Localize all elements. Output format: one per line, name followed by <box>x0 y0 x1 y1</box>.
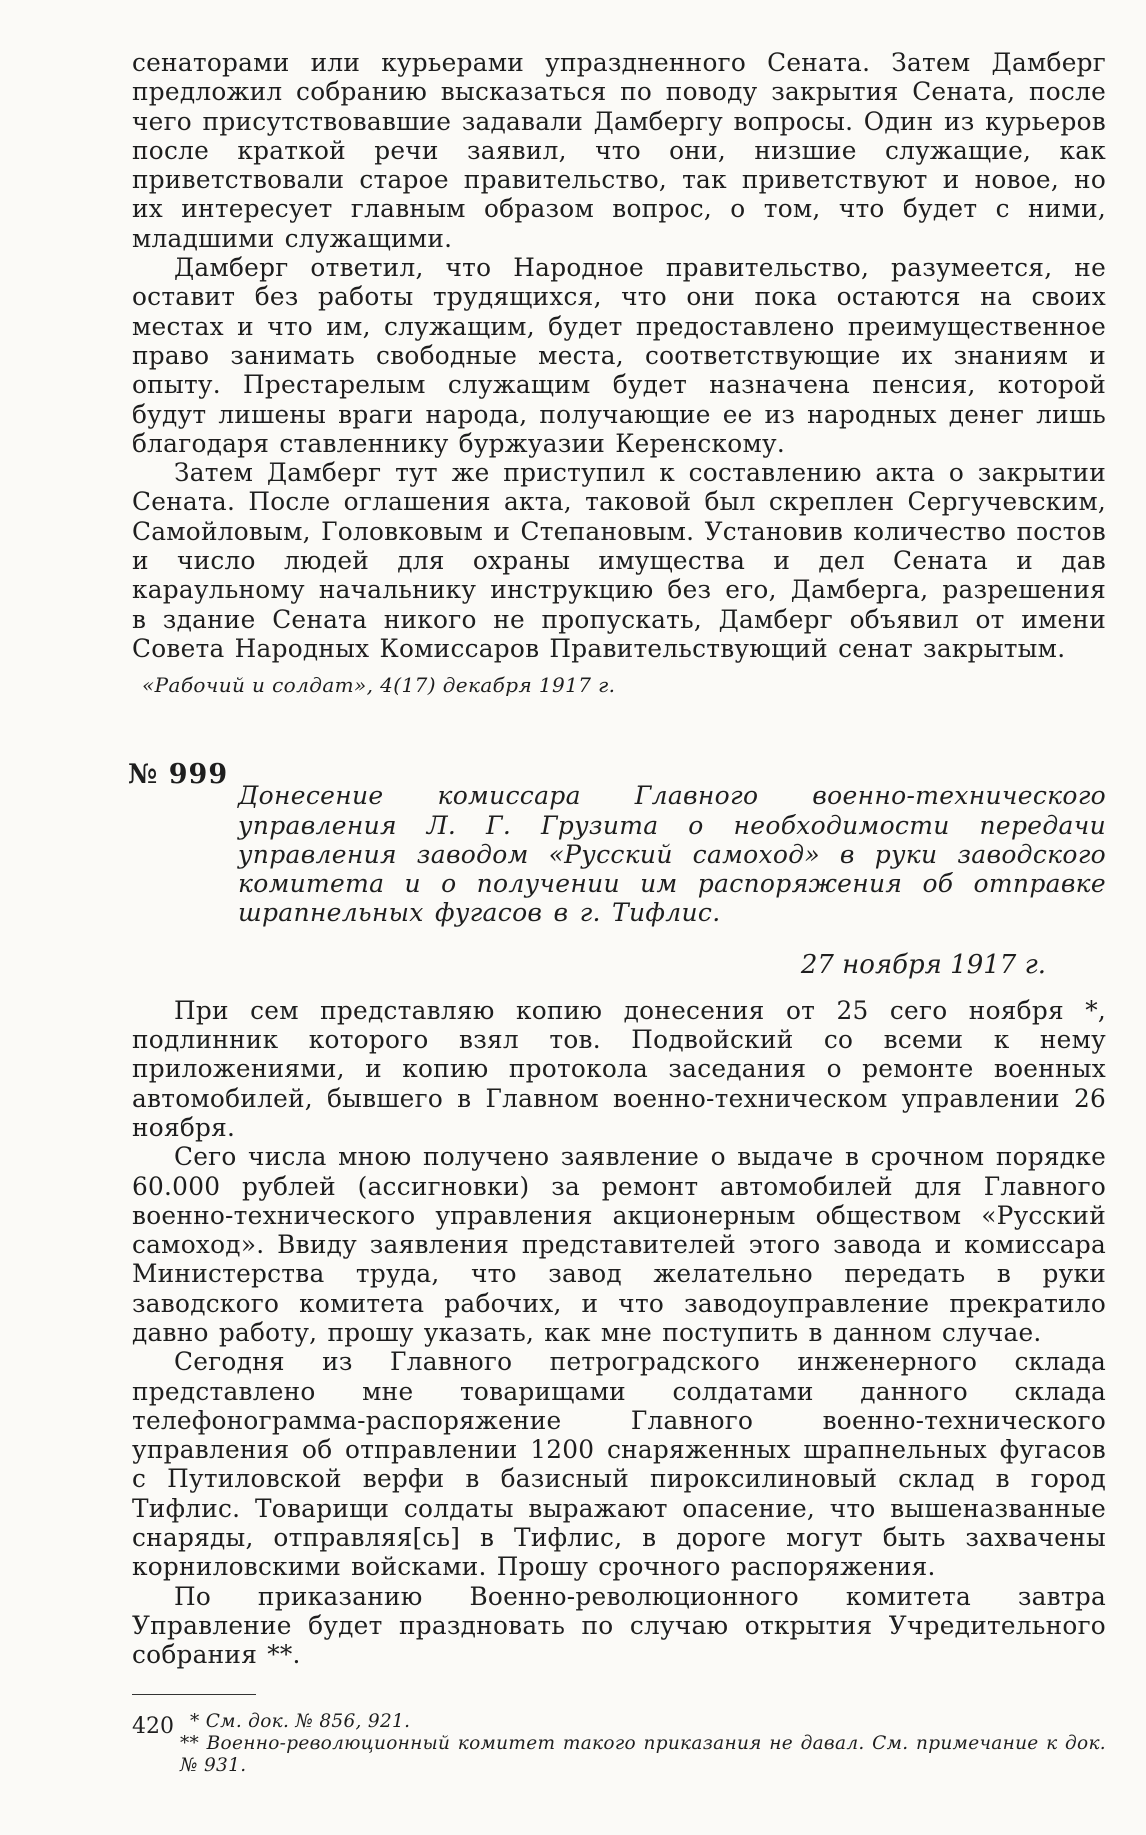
source-citation: «Рабочий и солдат», 4(17) декабря 1917 г. <box>142 673 616 698</box>
paragraph-senate-closed: Затем Дамберг тут же приступил к составлению акта о закрытии Сената. После оглашения акта, таковой был скреплен Сергучевским, Самойловым, Головковым и Степановым. Установив количество постов и число людей для охраны имущества и дел Сената и дав караульному начальнику инструкцию без его, Дамберга, разрешения в здание Сената никого не пропускать, Дамберг объявил от имени Совета Народных Комиссаров Правительствующий сенат закрытым. <box>132 458 1106 663</box>
document-paragraph: Сегодня из Главного петроградского инженерного склада представлено мне товарищами солдатами данного склада телефонограмма-распоряжение Главного военно-технического управления об отправлении 1200 снаряженных шрапнельных фугасов с Путиловской верфи в базисный пироксилиновый склад в город Тифлис. Товарищи солдаты выражают опасение, что вышеназванные снаряды, отправляя[сь] в Тифлис, в дороге могут быть захвачены корниловскими войсками. Прошу срочного распоряжения. <box>132 1347 1106 1582</box>
document-title: Донесение комиссара Главного военно-технического управления Л. Г. Грузита о необходимости передачи управления заводом «Русский самоход» в руки заводского комитета и о получении им распоряжения об отправке шрапнельных фугасов в г. Тифлис. <box>238 781 1106 928</box>
footnote-1: * См. док. № 856, 921. <box>190 1710 411 1732</box>
document-number: № 999 <box>128 759 229 791</box>
footnote-2: ** Военно-революционный комитет такого приказания не давал. См. примечание к док. № 931. <box>180 1732 1106 1776</box>
footnote-divider <box>132 1694 256 1695</box>
document-header <box>128 759 1106 928</box>
document-paragraph: При сем представляю копию донесения от 25 сего ноября *, подлинник которого взял тов. Подвойский со всеми к нему приложениями, и копию протокола заседания о ремонте военных автомобилей, бывшего в Главном военно-техническом управлении 26 ноября. <box>132 995 1106 1142</box>
paragraph-continued: сенаторами или курьерами упраздненного Сената. Затем Дамберг предложил собранию высказаться по поводу закрытия Сената, после чего присутствовавшие задавали Дамбергу вопросы. Один из курьеров после краткой речи заявил, что они, низшие служащие, как приветствовали старое правительство, так приветствуют и новое, но их интересует главным образом вопрос, о том, что будет с ними, младшими служащими. <box>132 48 1106 253</box>
document-paragraph: По приказанию Военно-революционного комитета завтра Управление будет праздновать по случаю открытия Учредительного собрания **. <box>132 1581 1106 1670</box>
document-date: 27 ноября 1917 г. <box>800 949 1046 980</box>
document-paragraph: Сего числа мною получено заявление о выдаче в срочном порядке 60.000 рублей (ассигновки) за ремонт автомобилей для Главного военно-технического управления акционерным обществом «Русский самоход». Ввиду заявления представителей этого завода и комиссара Министерства труда, что завод желательно передать в руки заводского комитета рабочих, и что заводоуправление прекратило давно работу, прошу указать, как мне поступить в данном случае. <box>132 1142 1106 1347</box>
paragraph-damberg-answer: Дамберг ответил, что Народное правительство, разумеется, не оставит без работы трудящихся, что они пока остаются на своих местах и что им, служащим, будет предоставлено преимущественное право занимать свободные места, соответствующие их знаниям и опыту. Престарелым служащим будет назначена пенсия, которой будут лишены враги народа, получающие ее из народных денег лишь благодаря ставленнику буржуазии Керенскому. <box>132 253 1106 458</box>
page-number: 420 <box>132 1714 174 1739</box>
